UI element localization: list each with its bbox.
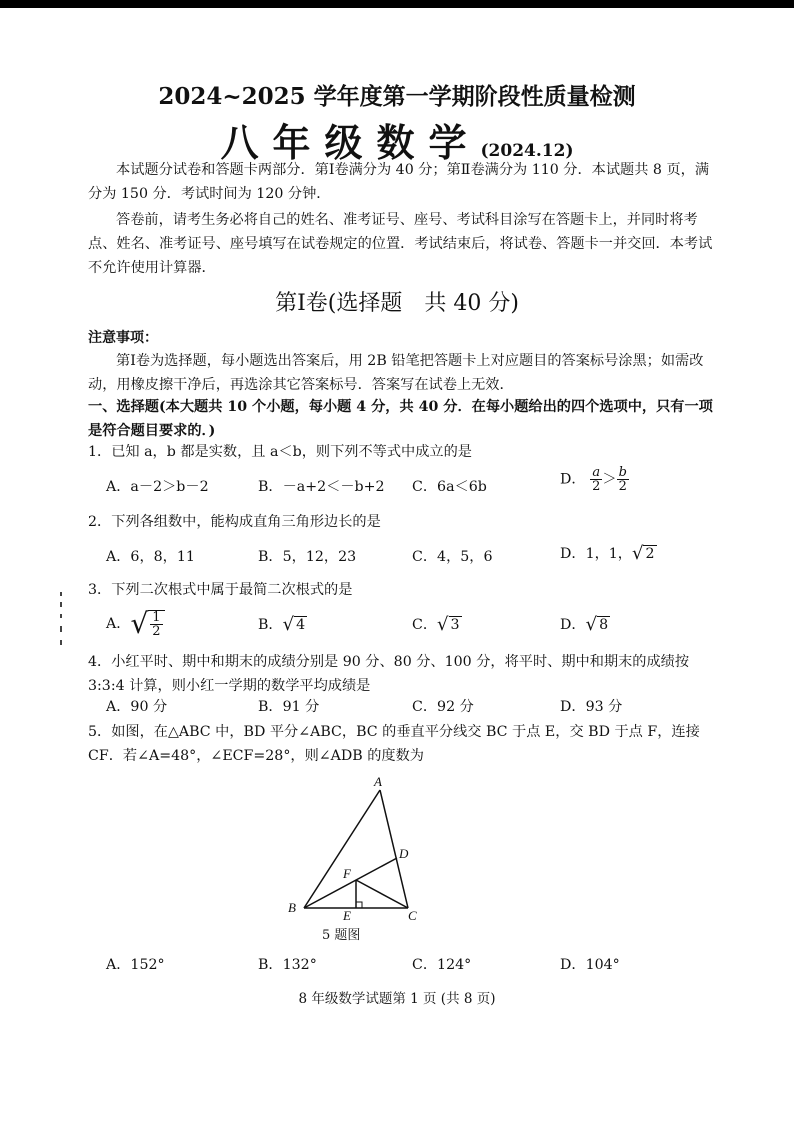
label-d: D xyxy=(399,846,409,861)
sqrt-symbol: √ 3 xyxy=(437,614,460,635)
exam-date: (2024.12) xyxy=(480,141,574,161)
q3-option-d xyxy=(560,614,610,634)
notice-heading: 注意事项： xyxy=(88,330,158,346)
label-f: F xyxy=(343,866,351,881)
section-title: 第Ⅰ卷(选择题 共 40 分) xyxy=(275,291,519,316)
q1-option-a: A．a－2＞b－2 xyxy=(106,479,209,495)
segment-cf xyxy=(356,880,408,908)
frac-num: 1 xyxy=(152,610,161,625)
exam-subject-title: 八年级数学 xyxy=(220,120,481,165)
intro-paragraph-1 xyxy=(88,158,720,206)
q1-stem: 1．已知 a，b 都是实数，且 a＜b，则下列不等式中成立的是 xyxy=(88,444,472,460)
q1-option-b: B．－a+2＜－b+2 xyxy=(258,479,385,495)
q4-option-c: C．92 分 xyxy=(412,699,474,715)
q5-stem: 5．如图，在△ABC 中，BD 平分∠ABC，BC 的垂直平分线交 BC 于点 E，交 BD 于点 F，连接 CF．若∠A=48°，∠ECF=28°，则∠ADB 的度数为 xyxy=(88,724,700,764)
q3-option-a-label: A． xyxy=(106,616,131,632)
q2-option-d xyxy=(560,543,657,563)
q5-option-c: C．124° xyxy=(412,957,472,973)
q5-option-d: D．104° xyxy=(560,957,620,973)
intro-text-1: 本试题分试卷和答题卡两部分．第Ⅰ卷满分为 40 分；第Ⅱ卷满分为 110 分．本试题共 8 页，满分为 150 分．考试时间为 120 分钟． xyxy=(88,162,710,202)
notice-body xyxy=(88,349,720,397)
q4-option-b: B．91 分 xyxy=(258,699,320,715)
frac-den: 2 xyxy=(618,479,627,494)
q5-option-a: A．152° xyxy=(106,957,165,973)
triangle-figure xyxy=(270,770,470,950)
q1-option-d xyxy=(560,466,629,493)
part1-heading: 一、选择题(本大题共 10 个小题，每小题 4 分，共 40 分．在每小题给出的四个选项中，只有一项是符合题目要求的．) xyxy=(88,399,713,439)
sqrt-radicand: 3 xyxy=(450,617,460,633)
sqrt-radicand: 4 xyxy=(296,617,306,633)
q1-d-operator: ＞ xyxy=(602,471,617,488)
q2-option-d-label: D．1，1， xyxy=(560,546,632,562)
q2-option-c: C．4，5，6 xyxy=(412,549,493,565)
q1-d-fraction-right xyxy=(617,466,629,493)
label-c: C xyxy=(408,908,417,923)
sqrt-symbol: √ 4 xyxy=(282,614,306,635)
q4-option-d: D．93 分 xyxy=(560,699,623,715)
sqrt-radicand: 2 xyxy=(645,546,655,562)
q3-option-a xyxy=(106,607,165,640)
segment-ab xyxy=(304,790,380,908)
label-e: E xyxy=(343,908,351,923)
q4-stem: 4．小红平时、期中和期末的成绩分别是 90 分、80 分、100 分，将平时、期中和期末的成绩按 3:3:4 计算，则小红一学期的数学平均成绩是 xyxy=(88,654,690,694)
q3-option-c xyxy=(412,614,462,634)
q3-option-d-label: D． xyxy=(560,617,586,633)
q2-stem: 2．下列各组数中，能构成直角三角形边长的是 xyxy=(88,514,381,530)
q3-option-b xyxy=(258,614,307,634)
sqrt-radicand: 8 xyxy=(599,617,609,633)
q5-option-b: B．132° xyxy=(258,957,317,973)
q1-d-fraction-left xyxy=(590,466,602,493)
label-a: A xyxy=(374,774,382,789)
page-footer: 8 年级数学试题第 1 页 (共 8 页) xyxy=(298,991,496,1007)
right-angle-mark xyxy=(356,902,362,908)
figure-caption: 5 题图 xyxy=(322,928,361,943)
scan-top-border xyxy=(0,0,794,8)
frac-num: b xyxy=(618,465,627,480)
label-b: B xyxy=(288,900,296,915)
q1-option-d-label: D． xyxy=(560,471,586,488)
sqrt-symbol: √ $\frac{1}{2}$ xyxy=(130,610,164,638)
frac-den: 2 xyxy=(592,479,601,494)
q4-option-a: A．90 分 xyxy=(106,699,168,715)
q3-stem: 3．下列二次根式中属于最简二次根式的是 xyxy=(88,582,353,598)
q2-option-a: A．6，8，11 xyxy=(106,549,195,565)
exam-title-line1: 2024~2025 学年度第一学期阶段性质量检测 xyxy=(158,83,636,110)
frac-den: 2 xyxy=(152,624,161,639)
q2-option-b: B．5，12，23 xyxy=(258,549,357,565)
notice-text: 第Ⅰ卷为选择题，每小题选出答案后，用 2B 铅笔把答题卡上对应题目的答案标号涂黑；如需改动，用橡皮擦干净后，再选涂其它答案标号．答案写在试卷上无效． xyxy=(88,353,704,393)
frac-num: a xyxy=(590,466,602,480)
q1-option-c: C．6a＜6b xyxy=(412,479,487,495)
sqrt-symbol: √ 8 xyxy=(585,614,609,635)
sqrt-symbol: √ 2 xyxy=(632,543,655,564)
q3-option-c-label: C． xyxy=(412,617,438,633)
q3-a-fraction xyxy=(150,611,162,638)
binding-margin-marks xyxy=(60,590,63,650)
q3-option-b-label: B． xyxy=(258,617,283,633)
intro-paragraph-2 xyxy=(88,208,720,280)
intro-text-2: 答卷前，请考生务必将自己的姓名、准考证号、座号、考试科目涂写在答题卡上，并同时将考点、姓名、准考证号、座号填写在试卷规定的位置．考试结束后，将试卷、答题卡一并交回．本考试不允许使用计算器． xyxy=(88,212,713,276)
